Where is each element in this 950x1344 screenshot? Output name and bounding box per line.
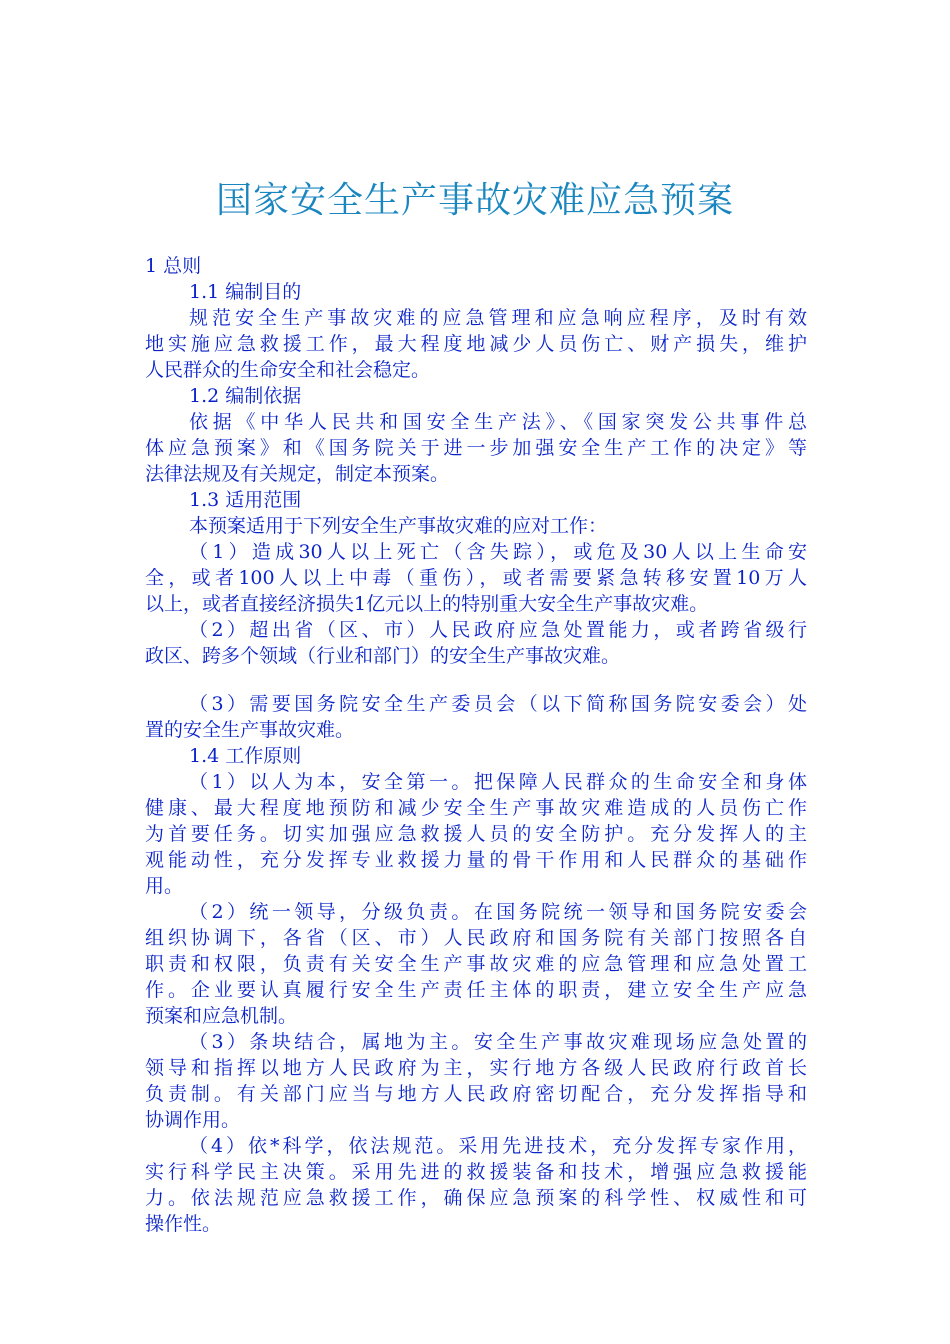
paragraph-line: 规范安全生产事故灾难的应急管理和应急响应程序，及时有效 <box>189 307 807 329</box>
paragraph-line: 负责制。有关部门应当与地方人民政府密切配合，充分发挥指导和 <box>145 1083 807 1105</box>
subsection-heading-1-1: 1.1 编制目的 <box>189 281 302 303</box>
paragraph-line: （2）超出省（区、市）人民政府应急处置能力，或者跨省级行 <box>189 619 807 641</box>
subsection-heading-1-2: 1.2 编制依据 <box>189 385 302 407</box>
paragraph-line: 实行科学民主决策。采用先进的救援装备和技术，增强应急救援能 <box>145 1161 807 1183</box>
paragraph-line: （1）造成30人以上死亡（含失踪），或危及30人以上生命安 <box>189 541 807 563</box>
paragraph-line: （3）需要国务院安全生产委员会（以下简称国务院安委会）处 <box>189 693 807 715</box>
paragraph-line: 体应急预案》和《国务院关于进一步加强安全生产工作的决定》等 <box>145 437 807 459</box>
paragraph-line: 预案和应急机制。 <box>145 1005 298 1027</box>
paragraph-line: 全，或者100人以上中毒（重伤），或者需要紧急转移安置10万人 <box>145 567 807 589</box>
paragraph-line: 依据《中华人民共和国安全生产法》、《国家突发公共事件总 <box>189 411 807 433</box>
paragraph-line: 为首要任务。切实加强应急救援人员的安全防护。充分发挥人的主 <box>145 823 807 845</box>
subsection-heading-1-4: 1.4 工作原则 <box>189 745 302 767</box>
paragraph-spacer <box>145 669 807 691</box>
paragraph-line: 领导和指挥以地方人民政府为主，实行地方各级人民政府行政首长 <box>145 1057 807 1079</box>
subsection-heading-1-3: 1.3 适用范围 <box>189 489 302 511</box>
paragraph-line: 健康、最大程度地预防和减少安全生产事故灾难造成的人员伤亡作 <box>145 797 807 819</box>
paragraph-line: （4）依*科学，依法规范。采用先进技术，充分发挥专家作用， <box>189 1135 807 1157</box>
paragraph-line: 组织协调下，各省（区、市）人民政府和国务院有关部门按照各自 <box>145 927 807 949</box>
paragraph-line: 协调作用。 <box>145 1109 241 1131</box>
paragraph-line: 作。企业要认真履行安全生产责任主体的职责，建立安全生产应急 <box>145 979 807 1001</box>
paragraph-line: 置的安全生产事故灾难。 <box>145 719 355 741</box>
paragraph-line: 人民群众的生命安全和社会稳定。 <box>145 359 431 381</box>
paragraph-line: 用。 <box>145 875 184 897</box>
paragraph-line: 法律法规及有关规定，制定本预案。 <box>145 463 450 485</box>
paragraph-line: （2）统一领导，分级负责。在国务院统一领导和国务院安委会 <box>189 901 807 923</box>
paragraph-line: 力。依法规范应急救援工作，确保应急预案的科学性、权威性和可 <box>145 1187 807 1209</box>
paragraph-line: （1）以人为本，安全第一。把保障人民群众的生命安全和身体 <box>189 771 807 793</box>
paragraph-line: 政区、跨多个领域（行业和部门）的安全生产事故灾难。 <box>145 645 621 667</box>
paragraph-line: 地实施应急救援工作，最大程度地减少人员伤亡、财产损失，维护 <box>145 333 807 355</box>
section-heading-1: 1 总则 <box>145 255 202 277</box>
paragraph-line: （3）条块结合，属地为主。安全生产事故灾难现场应急处置的 <box>189 1031 807 1053</box>
paragraph-line: 以上，或者直接经济损失1亿元以上的特别重大安全生产事故灾难。 <box>145 593 709 615</box>
paragraph-line: 操作性。 <box>145 1213 222 1235</box>
paragraph-line: 观能动性，充分发挥专业救援力量的骨干作用和人民群众的基础作 <box>145 849 807 871</box>
paragraph-line: 本预案适用于下列安全生产事故灾难的应对工作： <box>189 515 608 537</box>
document-body <box>145 253 807 1237</box>
document-title: 国家安全生产事故灾难应急预案 <box>215 180 734 221</box>
paragraph-line: 职责和权限，负责有关安全生产事故灾难的应急管理和应急处置工 <box>145 953 807 975</box>
